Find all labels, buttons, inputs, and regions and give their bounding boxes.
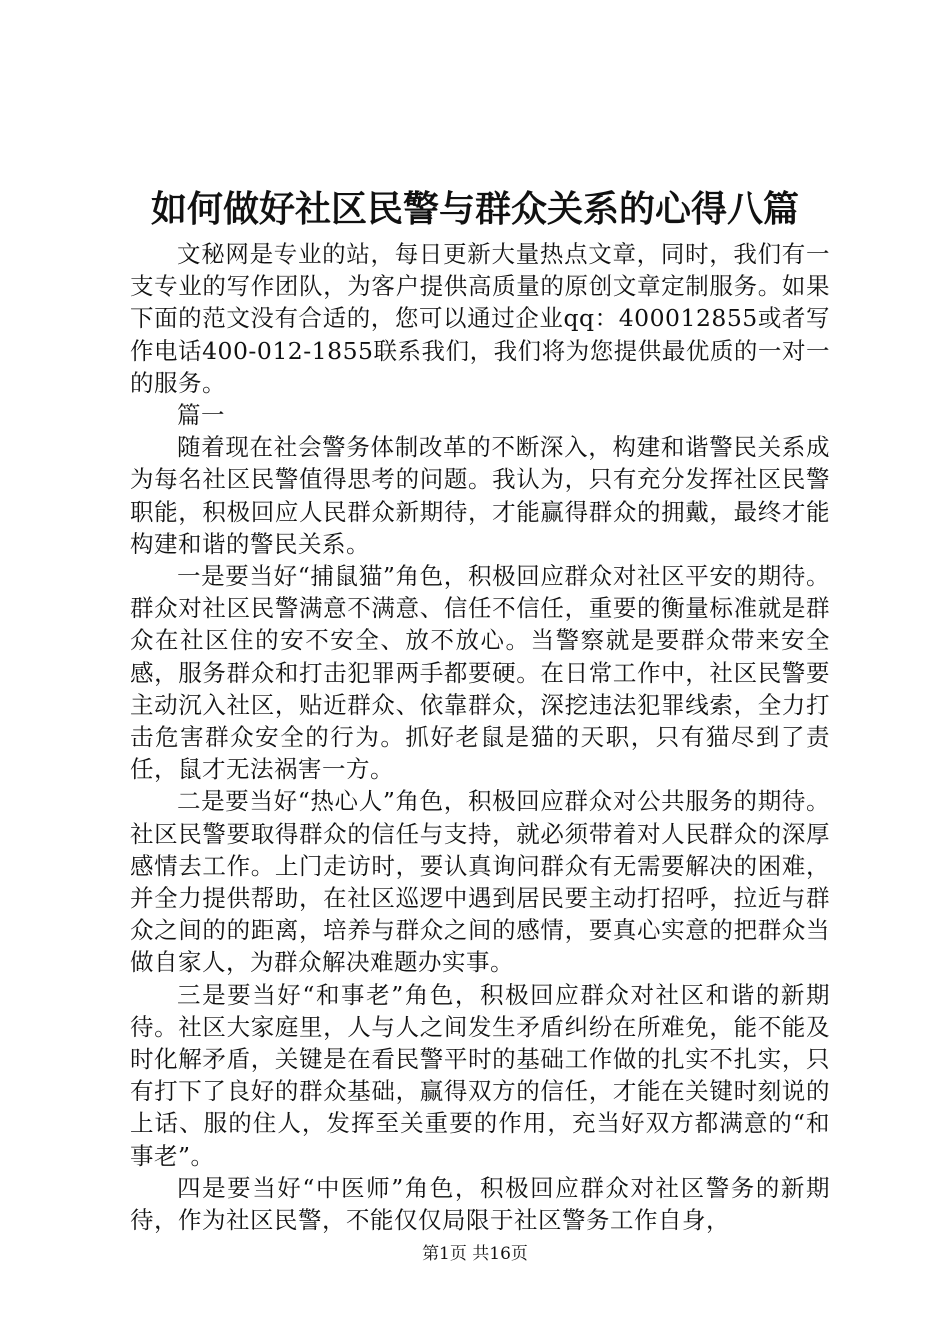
intro-paragraph: 文秘网是专业的站，每日更新大量热点文章，同时，我们有一支专业的写作团队，为客户提供高质量的原创文章定制服务。如果下面的范文没有合适的，您可以通过企业qq：400012855或者写作电话400-012-1855联系我们，我们将为您提供最优质的一对一的服务。 — [130, 240, 830, 397]
page-number-footer: 第1页 共16页 — [422, 1244, 528, 1264]
body-paragraph: 三是要当好“和事老”角色，积极回应群众对社区和谐的新期待。社区大家庭里，人与人之间发生矛盾纠纷在所难免，能不能及时化解矛盾，关键是在看民警平时的基础工作做的扎实不扎实，只有打下了良好的群众基础，赢得双方的信任，才能在关键时刻说的上话、服的住人，发挥至关重要的作用，充当好双方都满意的“和事老”。 — [130, 980, 830, 1170]
document-body — [130, 238, 830, 1236]
section-heading: 篇一 — [177, 401, 225, 430]
body-paragraph: 随着现在社会警务体制改革的不断深入，构建和谐警民关系成为每名社区民警值得思考的问题。我认为，只有充分发挥社区民警职能，积极回应人民群众新期待，才能赢得群众的拥戴，最终才能构建和谐的警民关系。 — [130, 433, 830, 558]
body-paragraph: 二是要当好“热心人”角色，积极回应群众对公共服务的期待。社区民警要取得群众的信任与支持，就必须带着对人民群众的深厚感情去工作。上门走访时，要认真询问群众有无需要解决的困难，并全力提供帮助，在社区巡逻中遇到居民要主动打招呼，拉近与群众之间的的距离，培养与群众之间的感情，要真心实意的把群众当做自家人，为群众解决难题办实事。 — [130, 787, 830, 977]
body-paragraph: 四是要当好“中医师”角色，积极回应群众对社区警务的新期待，作为社区民警，不能仅仅局限于社区警务工作自身， — [130, 1173, 830, 1235]
document-title: 如何做好社区民警与群众关系的心得八篇 — [150, 188, 799, 230]
body-paragraph: 一是要当好“捕鼠猫”角色，积极回应群众对社区平安的期待。群众对社区民警满意不满意、信任不信任，重要的衡量标准就是群众在社区住的安不安全、放不放心。当警察就是要群众带来安全感，服务群众和打击犯罪两手都要硬。在日常工作中，社区民警要主动沉入社区，贴近群众、依靠群众，深挖违法犯罪线索，全力打击危害群众安全的行为。抓好老鼠是猫的天职，只有猫尽到了责任，鼠才无法祸害一方。 — [130, 562, 830, 784]
